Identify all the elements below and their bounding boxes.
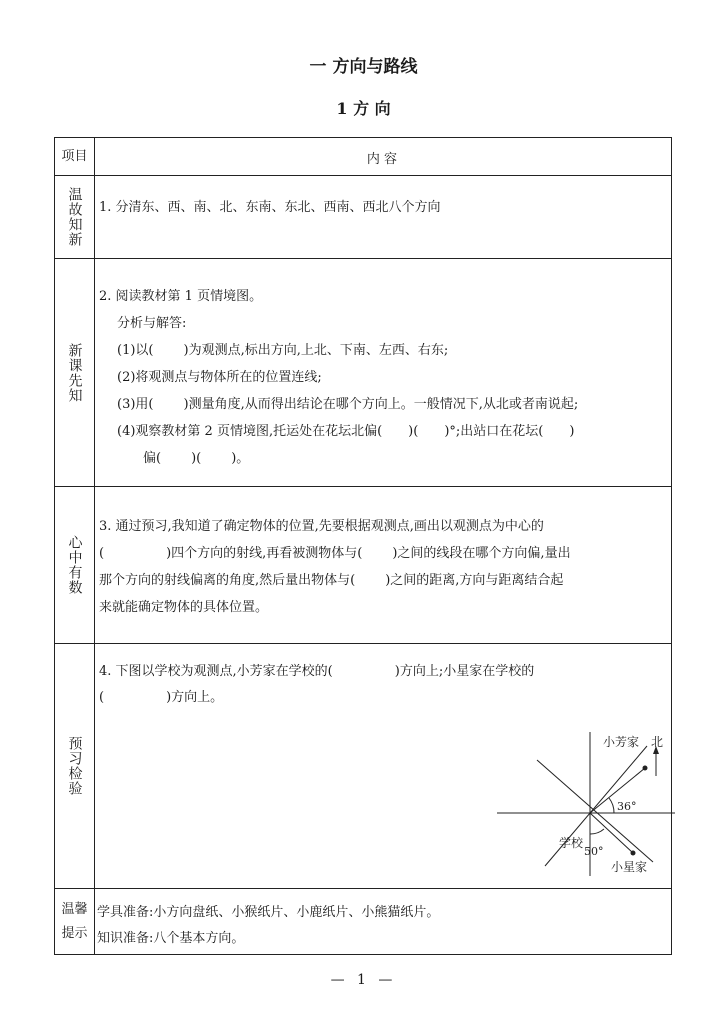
summary-label: 心中有数 [66, 535, 83, 595]
check-label: 预习检验 [66, 736, 83, 796]
header-label: 项目 [61, 148, 88, 164]
check-line1-b: )方向上;小星家在学校的 [394, 664, 535, 679]
content-table [54, 137, 672, 955]
summary-line-4: 来就能确定物体的具体位置。 [99, 600, 269, 615]
page-number [0, 972, 727, 988]
line6-part-a: (4)观察教材第 2 页情境图,托运处在花坛北偏( [117, 424, 383, 439]
line7-part-a: 偏( [143, 451, 162, 466]
summary-line-1: 3. 通过预习,我知道了确定物体的位置,先要根据观测点,画出以观测点为中心的 [99, 519, 544, 534]
tips-label-bottom: 提示 [61, 925, 88, 941]
label-angle-36: 36° [617, 800, 637, 813]
xiaoxing-point [631, 851, 636, 856]
xiaofang-point [643, 766, 648, 771]
new-lesson-line-2: 分析与解答: [117, 316, 187, 331]
new-lesson-line-6 [117, 420, 574, 439]
line5-part-b: )测量角度,从而得出结论在哪个方向上。一般情况下,从北或者南说起; [183, 397, 579, 412]
label-school: 学校 [559, 836, 584, 850]
label-angle-50: 50° [584, 845, 604, 858]
new-lesson-line-1: 2. 阅读教材第 1 页情境图。 [99, 289, 263, 304]
summary-line3-b: )之间的距离,方向与距离结合起 [385, 573, 564, 588]
line3-part-a: (1)以( [117, 343, 154, 358]
angle-arc-36 [609, 798, 614, 813]
new-lesson-line-7 [143, 447, 249, 466]
check-line-1 [99, 660, 534, 679]
line6-part-d: ) [569, 424, 575, 439]
direction-diagram [485, 716, 675, 876]
review-label-cell [55, 176, 95, 258]
line7-part-b: )( [191, 451, 202, 466]
line7-part-c: )。 [231, 451, 250, 466]
new-lesson-label: 新课先知 [66, 342, 83, 403]
page-number-text: — 1 — [330, 972, 397, 988]
label-north: 北 [651, 735, 664, 749]
summary-line2-c: )之间的线段在哪个方向偏,量出 [392, 546, 571, 561]
label-xiaofang: 小芳家 [603, 735, 640, 749]
label-xiaoxing: 小星家 [611, 860, 648, 874]
review-label: 温故知新 [66, 187, 83, 247]
line6-part-b: )( [408, 424, 419, 439]
table-header-row [55, 138, 671, 176]
tips-row [55, 889, 671, 954]
new-lesson-line-4: (2)将观测点与物体所在的位置连线; [117, 370, 322, 385]
tips-line-2: 知识准备:八个基本方向。 [97, 931, 245, 946]
lesson-title: 1 方 向 [336, 99, 391, 118]
tips-line-1: 学具准备:小方向盘纸、小猴纸片、小鹿纸片、小熊猫纸片。 [97, 905, 440, 920]
check-line2-a: ( [99, 690, 105, 705]
check-line-2 [99, 686, 223, 705]
summary-line2-b: )四个方向的射线,再看被测物体与( [166, 546, 363, 561]
check-line2-b: )方向上。 [166, 690, 224, 705]
new-lesson-row [55, 259, 671, 487]
summary-row [55, 487, 671, 644]
line5-part-a: (3)用( [117, 397, 154, 412]
new-lesson-line-5 [117, 393, 578, 412]
new-lesson-line-3 [117, 339, 448, 358]
tips-label-cell [55, 889, 95, 954]
line6-part-c: )°;出站口在花坛( [444, 424, 544, 439]
summary-label-cell [55, 487, 95, 643]
check-row [55, 644, 671, 889]
tips-label-top: 温馨 [61, 901, 88, 917]
summary-line2-a: ( [99, 546, 105, 561]
unit-title: 一 方向与路线 [309, 57, 418, 77]
line3-part-b: )为观测点,标出方向,上北、下南、左西、右东; [183, 343, 449, 358]
check-label-cell [55, 644, 95, 888]
new-lesson-label-cell [55, 259, 95, 486]
summary-line-2 [99, 542, 571, 561]
header-content: 内 容 [366, 152, 398, 167]
angle-arc-50 [590, 829, 604, 834]
header-label-cell [55, 138, 95, 175]
review-row [55, 176, 671, 259]
check-line1-a: 4. 下图以学校为观测点,小芳家在学校的( [99, 664, 333, 679]
summary-line-3 [99, 569, 563, 588]
summary-line3-a: 那个方向的射线偏离的角度,然后量出物体与( [99, 573, 356, 588]
review-line-1: 1. 分清东、西、南、北、东南、东北、西南、西北八个方向 [99, 200, 441, 215]
